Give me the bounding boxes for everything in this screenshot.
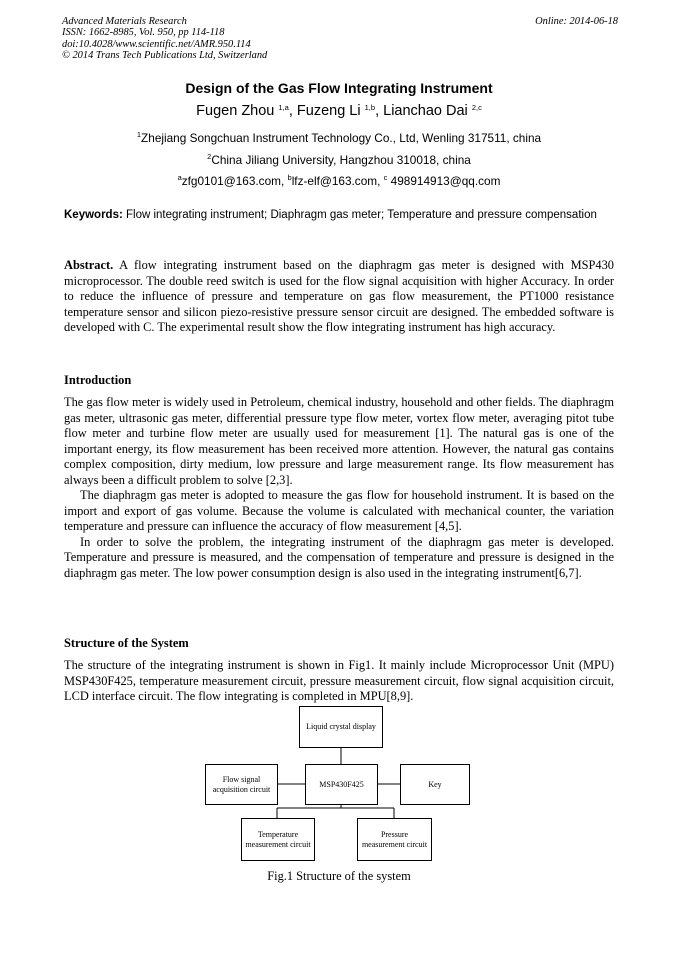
author-name: Fuzeng Li <box>296 103 361 119</box>
keywords-text: Flow integrating instrument; Diaphragm gas meter; Temperature and pressure compensation <box>122 209 597 221</box>
figure-caption: Fig.1 Structure of the system <box>267 869 411 883</box>
pressure-box: Pressure measurement circuit <box>357 818 432 861</box>
author-sup: 2,c <box>471 103 482 112</box>
journal-name: Advanced Materials Research <box>62 16 187 27</box>
affiliation-sup: 2 <box>207 152 212 161</box>
temperature-box: Temperature measurement circuit <box>241 818 315 861</box>
author-list: Fugen Zhou $^{1,a}$, Fuzeng Li $^{1,b}$, Lianchao Dai $^{2,c}$ <box>196 103 482 119</box>
structure-heading: Structure of the System <box>64 636 189 650</box>
author-sup: 1,b <box>364 103 376 112</box>
author-sup: 1,a <box>278 103 289 112</box>
email: 498914913@qq.com <box>387 174 501 188</box>
abstract-label: Abstract. <box>64 258 114 272</box>
email: lfz-elf@163.com, <box>291 174 384 188</box>
affiliation-sup: 1 <box>136 130 142 139</box>
email: zfg0101@163.com, <box>181 174 288 188</box>
email-sup: c <box>383 173 388 182</box>
copyright-line: © 2014 Trans Tech Publications Ltd, Switzerland <box>62 50 268 62</box>
email-sup: a <box>177 173 182 182</box>
email-sup: b <box>287 173 292 182</box>
paragraph: The gas flow meter is widely used in Petroleum, chemical industry, household and other fields. The diaphragm gas meter, ultrasonic gas meter, differential pressure type flow meter, vortex flow meter, averaging pitot tube flow meter and turbine flow meter are usually used for measurement [1]. The natural gas is one of the important energy, its flow measurement has been received more attention. However, the natural gas contains complex composition, dirty medium, low pressure and large measurement range. Its flow measurement has always been a difficult problem to solve [2,3]. <box>64 395 614 487</box>
mcu-box: MSP430F425 <box>305 764 378 805</box>
author-name: Fugen Zhou <box>196 103 275 119</box>
issn-line: ISSN: 1662-8985, Vol. 950, pp 114-118 <box>62 27 225 39</box>
online-date: Online: 2014-06-18 <box>535 16 618 27</box>
paragraph: The structure of the integrating instrument is shown in Fig1. It mainly include Microprocessor Unit (MPU) MSP430F425, temperature measurement circuit, pressure measurement circuit, flow signal acquisition circuit, LCD interface circuit. The flow integrating is completed in MPU[8,9]. <box>64 658 614 703</box>
lcd-box: Liquid crystal display <box>299 706 383 748</box>
affiliation-text: China Jiliang University, Hangzhou 310018, china <box>211 153 471 167</box>
affiliation-text: Zhejiang Songchuan Instrument Technology Co., Ltd, Wenling 317511, china <box>141 131 542 145</box>
keywords-label: Keywords: <box>64 209 123 221</box>
key-box: Key <box>400 764 470 805</box>
flow-signal-box: Flow signal acquisition circuit <box>205 764 278 805</box>
paragraph: In order to solve the problem, the integrating instrument of the diaphragm gas meter is developed. Temperature and pressure is measured, and the compensation of temperature and pressure is designed in the diaphragm gas meter. The low power consumption design is also used in the integrating instrument[6,7]. <box>64 534 614 580</box>
abstract-text: A flow integrating instrument based on the diaphragm gas meter is designed with MSP430 microprocessor. The double reed switch is used for the flow signal acquisition with higher Accuracy. In order to reduce the influence of pressure and temperature on gas flow measurement, the PT1000 resistance temperature sensor and silicon piezo-resistive pressure sensor circuit are designed. The embedded software is developed with C. The experimental result show the flow integrating instrument has high accuracy. <box>64 258 614 334</box>
paragraph: The diaphragm gas meter is adopted to measure the gas flow for household instrument. It is based on the import and export of gas volume. Because the volume is calculated with mechanical counter, the variation temperature and pressure can influence the accuracy of flow measurement [4,5]. <box>64 488 614 533</box>
doi-line: doi:10.4028/www.scientific.net/AMR.950.114 <box>62 38 251 50</box>
author-name: Lianchao Dai <box>383 103 468 119</box>
paper-title: Design of the Gas Flow Integrating Instrument <box>185 80 493 96</box>
introduction-heading: Introduction <box>64 373 132 387</box>
